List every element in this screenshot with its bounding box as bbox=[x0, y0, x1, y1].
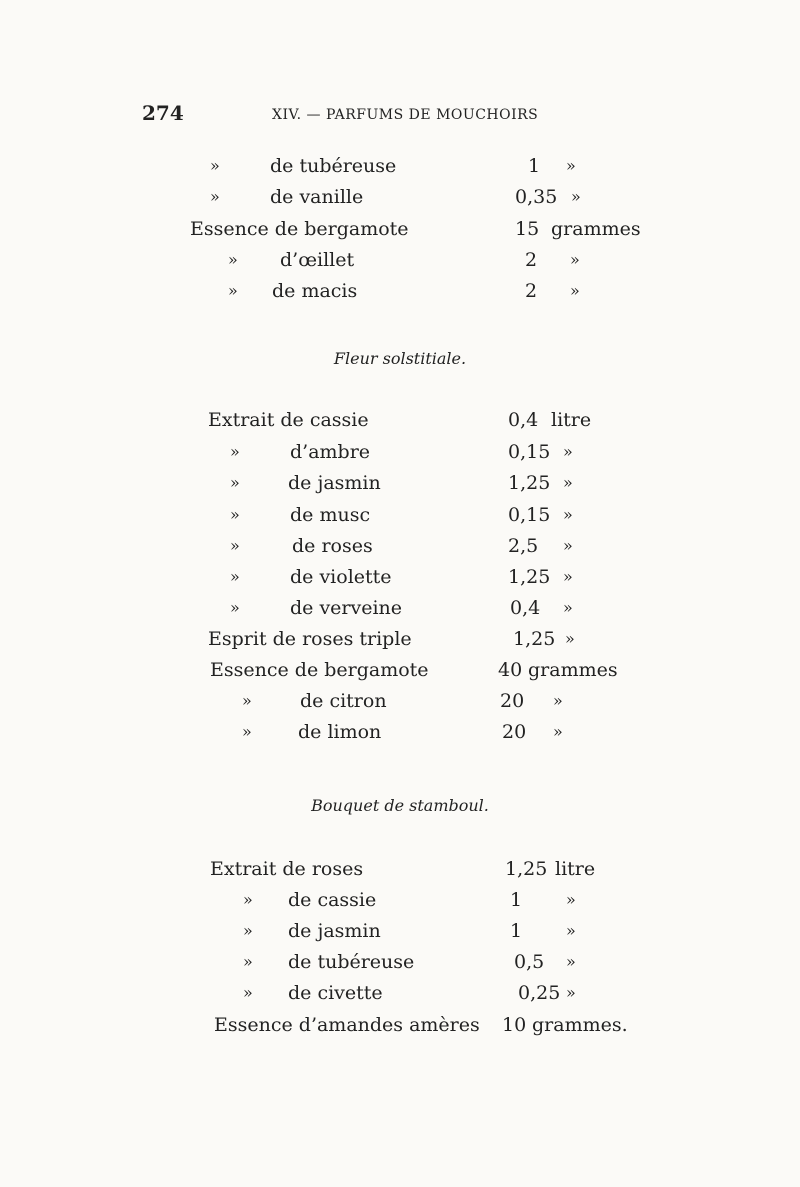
ingredient-row bbox=[0, 279, 800, 303]
ingredient-name: de roses bbox=[292, 535, 373, 557]
ingredient-name: d’œillet bbox=[280, 249, 355, 271]
ingredient-quantity: 1,25 bbox=[508, 472, 551, 494]
ingredient-quantity: 0,15 bbox=[508, 441, 551, 463]
ingredient-unit: » bbox=[563, 598, 573, 617]
ditto-mark: » bbox=[230, 598, 240, 617]
ingredient-quantity: 0,4 bbox=[510, 597, 541, 619]
ingredient-row bbox=[0, 658, 800, 682]
ingredient-quantity: 1,25 bbox=[505, 858, 548, 880]
ingredient-unit: » bbox=[553, 691, 563, 710]
ingredient-quantity: 2,5 bbox=[508, 535, 539, 557]
ingredient-name: Extrait de roses bbox=[210, 858, 364, 880]
ingredient-name: Essence de bergamote bbox=[210, 659, 429, 681]
ingredient-quantity: 0,35 bbox=[515, 186, 558, 208]
ingredient-name: de macis bbox=[272, 280, 358, 302]
ingredient-row bbox=[0, 440, 800, 464]
ingredient-row bbox=[0, 950, 800, 974]
ingredient-unit: » bbox=[566, 952, 576, 971]
ditto-mark: » bbox=[230, 567, 240, 586]
ingredient-name: de jasmin bbox=[288, 920, 381, 942]
ingredient-name: de verveine bbox=[290, 597, 403, 619]
ingredient-quantity: 1 bbox=[528, 155, 541, 177]
ingredient-row bbox=[0, 154, 800, 178]
ingredient-name: de cassie bbox=[288, 889, 377, 911]
ingredient-unit: » bbox=[566, 921, 576, 940]
ingredient-unit: » bbox=[566, 156, 576, 175]
ingredient-row bbox=[0, 217, 800, 241]
ditto-mark: » bbox=[230, 442, 240, 461]
ingredient-name: de limon bbox=[298, 721, 382, 743]
ingredient-unit: grammes bbox=[551, 218, 641, 240]
ingredient-row bbox=[0, 248, 800, 272]
ingredient-unit: » bbox=[563, 567, 573, 586]
ingredient-name: de citron bbox=[300, 690, 387, 712]
ditto-mark: » bbox=[242, 722, 252, 741]
ingredient-name: Extrait de cassie bbox=[208, 409, 369, 431]
ingredient-name: d’ambre bbox=[290, 441, 371, 463]
ingredient-unit: litre bbox=[551, 409, 592, 431]
ingredient-row bbox=[0, 627, 800, 651]
ingredient-row bbox=[0, 596, 800, 620]
ditto-mark: » bbox=[242, 691, 252, 710]
ingredient-quantity: 1,25 bbox=[513, 628, 556, 650]
ingredient-unit: » bbox=[565, 629, 575, 648]
ingredient-unit: » bbox=[563, 536, 573, 555]
ingredient-row bbox=[0, 888, 800, 912]
ingredient-name: de jasmin bbox=[288, 472, 381, 494]
ditto-mark: » bbox=[210, 156, 220, 175]
ingredient-quantity: 1 bbox=[510, 889, 523, 911]
ingredient-name: de tubéreuse bbox=[270, 155, 397, 177]
ditto-mark: » bbox=[230, 473, 240, 492]
ingredient-row bbox=[0, 689, 800, 713]
ingredient-row bbox=[0, 471, 800, 495]
ingredient-quantity: 0,15 bbox=[508, 504, 551, 526]
ingredient-quantity: 20 bbox=[502, 721, 527, 743]
ingredient-name: Essence d’amandes amères bbox=[214, 1014, 480, 1036]
recipe-title: Bouquet de stamboul. bbox=[311, 796, 489, 815]
ingredient-unit: » bbox=[570, 250, 580, 269]
ingredient-row bbox=[0, 981, 800, 1005]
ingredient-unit: » bbox=[570, 281, 580, 300]
ditto-mark: » bbox=[228, 281, 238, 300]
ingredient-unit: » bbox=[553, 722, 563, 741]
ingredient-name: Esprit de roses triple bbox=[208, 628, 412, 650]
running-head: XIV. — PARFUMS DE MOUCHOIRS bbox=[272, 107, 539, 123]
ingredient-row bbox=[0, 919, 800, 943]
ingredient-name: de civette bbox=[288, 982, 383, 1004]
ingredient-name: Essence de bergamote bbox=[190, 218, 409, 240]
ingredient-unit: » bbox=[563, 473, 573, 492]
ingredient-unit: » bbox=[566, 983, 576, 1002]
ingredient-quantity: 1,25 bbox=[508, 566, 551, 588]
ingredient-quantity: 0,4 bbox=[508, 409, 539, 431]
ingredient-quantity: 0,25 bbox=[518, 982, 561, 1004]
ingredient-unit: » bbox=[571, 187, 581, 206]
ingredient-quantity: 20 bbox=[500, 690, 525, 712]
ingredient-quantity: 40 bbox=[498, 659, 523, 681]
ingredient-row bbox=[0, 720, 800, 744]
ingredient-unit: grammes. bbox=[532, 1014, 628, 1036]
ingredient-name: de musc bbox=[290, 504, 371, 526]
ingredient-unit: » bbox=[563, 505, 573, 524]
ingredient-quantity: 2 bbox=[525, 249, 538, 271]
ingredient-row bbox=[0, 534, 800, 558]
ditto-mark: » bbox=[230, 536, 240, 555]
ingredient-unit: grammes bbox=[528, 659, 618, 681]
ingredient-row bbox=[0, 185, 800, 209]
ingredient-name: de tubéreuse bbox=[288, 951, 415, 973]
ditto-mark: » bbox=[230, 505, 240, 524]
ditto-mark: » bbox=[228, 250, 238, 269]
ingredient-name: de violette bbox=[290, 566, 392, 588]
ingredient-row bbox=[0, 857, 800, 881]
recipe-title: Fleur solstitiale. bbox=[333, 349, 467, 368]
ingredient-quantity: 0,5 bbox=[514, 951, 545, 973]
ingredient-quantity: 2 bbox=[525, 280, 538, 302]
ditto-mark: » bbox=[243, 983, 253, 1002]
ingredient-row bbox=[0, 565, 800, 589]
ingredient-unit: litre bbox=[555, 858, 596, 880]
ingredient-row bbox=[0, 408, 800, 432]
ingredient-row bbox=[0, 503, 800, 527]
ditto-mark: » bbox=[243, 952, 253, 971]
ditto-mark: » bbox=[243, 890, 253, 909]
ingredient-quantity: 15 bbox=[515, 218, 540, 240]
ingredient-quantity: 1 bbox=[510, 920, 523, 942]
ingredient-unit: » bbox=[563, 442, 573, 461]
ingredient-quantity: 10 bbox=[502, 1014, 527, 1036]
ditto-mark: » bbox=[210, 187, 220, 206]
ingredient-row bbox=[0, 1013, 800, 1037]
ingredient-unit: » bbox=[566, 890, 576, 909]
page-number: 274 bbox=[142, 101, 184, 125]
ditto-mark: » bbox=[243, 921, 253, 940]
ingredient-name: de vanille bbox=[270, 186, 364, 208]
